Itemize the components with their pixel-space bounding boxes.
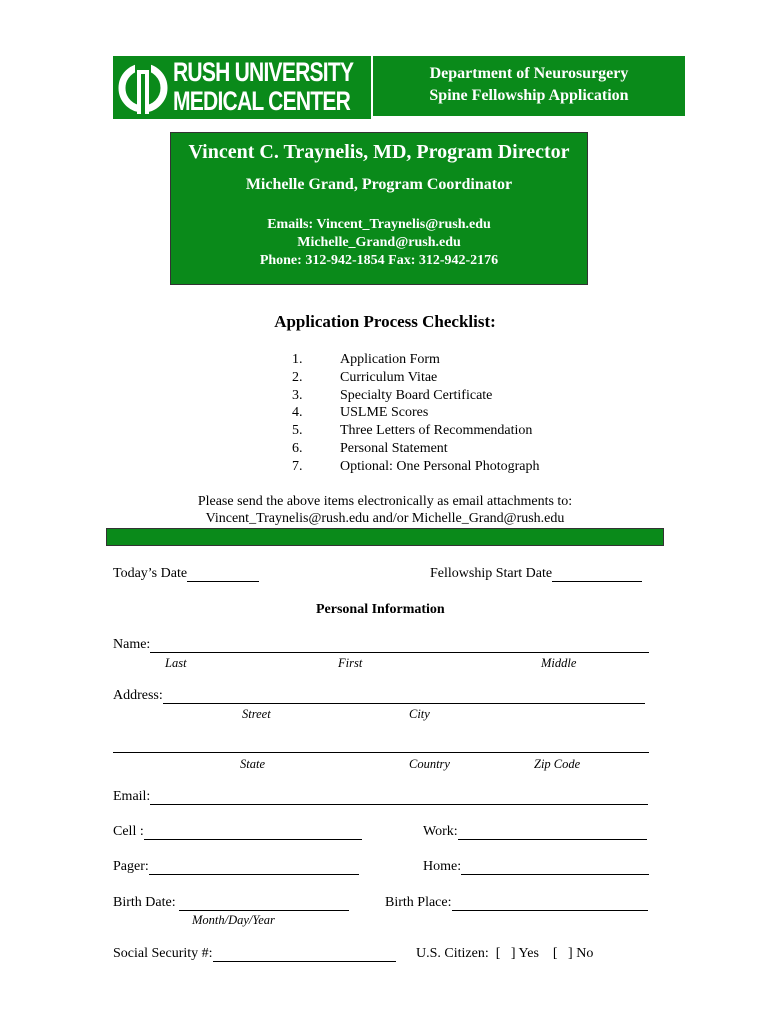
- ssn-field[interactable]: [113, 946, 396, 962]
- item-text: USLME Scores: [340, 405, 429, 421]
- cell-field[interactable]: [113, 824, 362, 840]
- last-name-hint: Last: [165, 656, 187, 670]
- program-director: Vincent C. Traynelis, MD, Program Director: [188, 141, 570, 163]
- country-hint: Country: [409, 757, 450, 771]
- ssn-line[interactable]: [213, 947, 396, 962]
- logo-line-2: MEDICAL CENTER: [173, 86, 351, 116]
- logo-line-1: RUSH UNIVERSITY: [173, 57, 354, 87]
- item-text: Three Letters of Recommendation: [340, 423, 533, 439]
- checklist-item: [292, 440, 539, 458]
- item-text: Application Form: [340, 352, 440, 367]
- todays-date-line[interactable]: [187, 567, 259, 582]
- work-field[interactable]: [423, 824, 647, 840]
- birth-place-line[interactable]: [452, 896, 648, 911]
- send-instructions: [0, 493, 770, 527]
- birth-date-line[interactable]: [179, 896, 349, 911]
- item-number: 3.: [292, 387, 303, 403]
- home-field[interactable]: [423, 859, 649, 875]
- work-label: Work:: [423, 824, 458, 839]
- address-label: Address:: [113, 688, 163, 703]
- item-number: 7.: [292, 458, 303, 474]
- item-text: Curriculum Vitae: [340, 369, 438, 385]
- pager-line[interactable]: [149, 860, 359, 875]
- city-hint: City: [409, 707, 430, 721]
- fellowship-start-line[interactable]: [552, 567, 642, 582]
- email-line-2: Michelle_Grand@rush.edu: [297, 235, 461, 250]
- address-line[interactable]: [163, 689, 645, 704]
- item-text: Specialty Board Certificate: [340, 387, 493, 403]
- work-line[interactable]: [458, 825, 647, 840]
- address-line-2[interactable]: [113, 738, 649, 753]
- cell-label: Cell :: [113, 824, 144, 839]
- street-hint: Street: [242, 707, 271, 721]
- checklist: [292, 351, 539, 476]
- fellowship-start-label: Fellowship Start Date: [430, 566, 553, 581]
- cell-line[interactable]: [144, 825, 362, 840]
- item-number: 4.: [292, 405, 303, 421]
- phone-fax: Phone: 312-942-1854 Fax: 312-942-2176: [259, 253, 499, 268]
- item-text: Personal Statement: [340, 440, 448, 456]
- checklist-item: [292, 458, 539, 476]
- todays-date-label: Today’s Date: [113, 566, 188, 581]
- rush-logo: [113, 56, 371, 119]
- pager-label: Pager:: [113, 859, 149, 874]
- checklist-item: [292, 369, 539, 387]
- department-name: Department of Neurosurgery: [429, 65, 629, 82]
- item-number: 1.: [292, 352, 303, 367]
- rush-logo-icon: [117, 60, 169, 116]
- item-number: 5.: [292, 423, 303, 439]
- checklist-item: [292, 351, 539, 369]
- birth-place-field[interactable]: [385, 895, 648, 911]
- todays-date-field[interactable]: [113, 566, 259, 582]
- email-label: Email:: [113, 789, 151, 804]
- divider-band: [106, 528, 664, 546]
- state-hint: State: [240, 757, 265, 771]
- checklist-item: [292, 422, 539, 440]
- birth-date-hint: Month/Day/Year: [192, 913, 275, 927]
- fellowship-start-field[interactable]: [430, 566, 642, 582]
- checklist-title: Application Process Checklist:: [274, 312, 496, 331]
- birth-place-label: Birth Place:: [385, 895, 452, 910]
- birth-date-label: Birth Date:: [113, 895, 180, 910]
- first-name-hint: First: [338, 656, 363, 670]
- home-label: Home:: [423, 859, 462, 874]
- ssn-label: Social Security #:: [113, 946, 213, 961]
- email-field[interactable]: [113, 789, 648, 805]
- name-label: Name:: [113, 637, 151, 652]
- checklist-item: [292, 404, 539, 422]
- director-box: [170, 132, 588, 285]
- item-text: Optional: One Personal Photograph: [340, 458, 540, 474]
- item-number: 6.: [292, 440, 303, 456]
- send-line-2: Vincent_Traynelis@rush.edu and/or Michelle_Grand@rush.edu: [205, 511, 565, 526]
- address-field[interactable]: [113, 688, 645, 704]
- email-line-1: Emails: Vincent_Traynelis@rush.edu: [267, 217, 491, 232]
- department-box: [373, 56, 685, 116]
- item-number: 2.: [292, 369, 303, 385]
- application-name: Spine Fellowship Application: [429, 87, 629, 104]
- birth-date-field[interactable]: [113, 895, 349, 911]
- name-line[interactable]: [150, 638, 649, 653]
- program-coordinator: Michelle Grand, Program Coordinator: [245, 176, 513, 193]
- home-line[interactable]: [461, 860, 649, 875]
- email-line[interactable]: [150, 790, 648, 805]
- us-citizen-checkboxes[interactable]: U.S. Citizen: [ ] Yes [ ] No: [416, 946, 594, 961]
- personal-info-heading: Personal Information: [316, 602, 445, 617]
- send-line-1: Please send the above items electronically as email attachments to:: [197, 494, 573, 509]
- middle-name-hint: Middle: [541, 656, 577, 670]
- pager-field[interactable]: [113, 859, 359, 875]
- checklist-item: [292, 387, 539, 405]
- zip-hint: Zip Code: [534, 757, 581, 771]
- name-field[interactable]: [113, 637, 649, 653]
